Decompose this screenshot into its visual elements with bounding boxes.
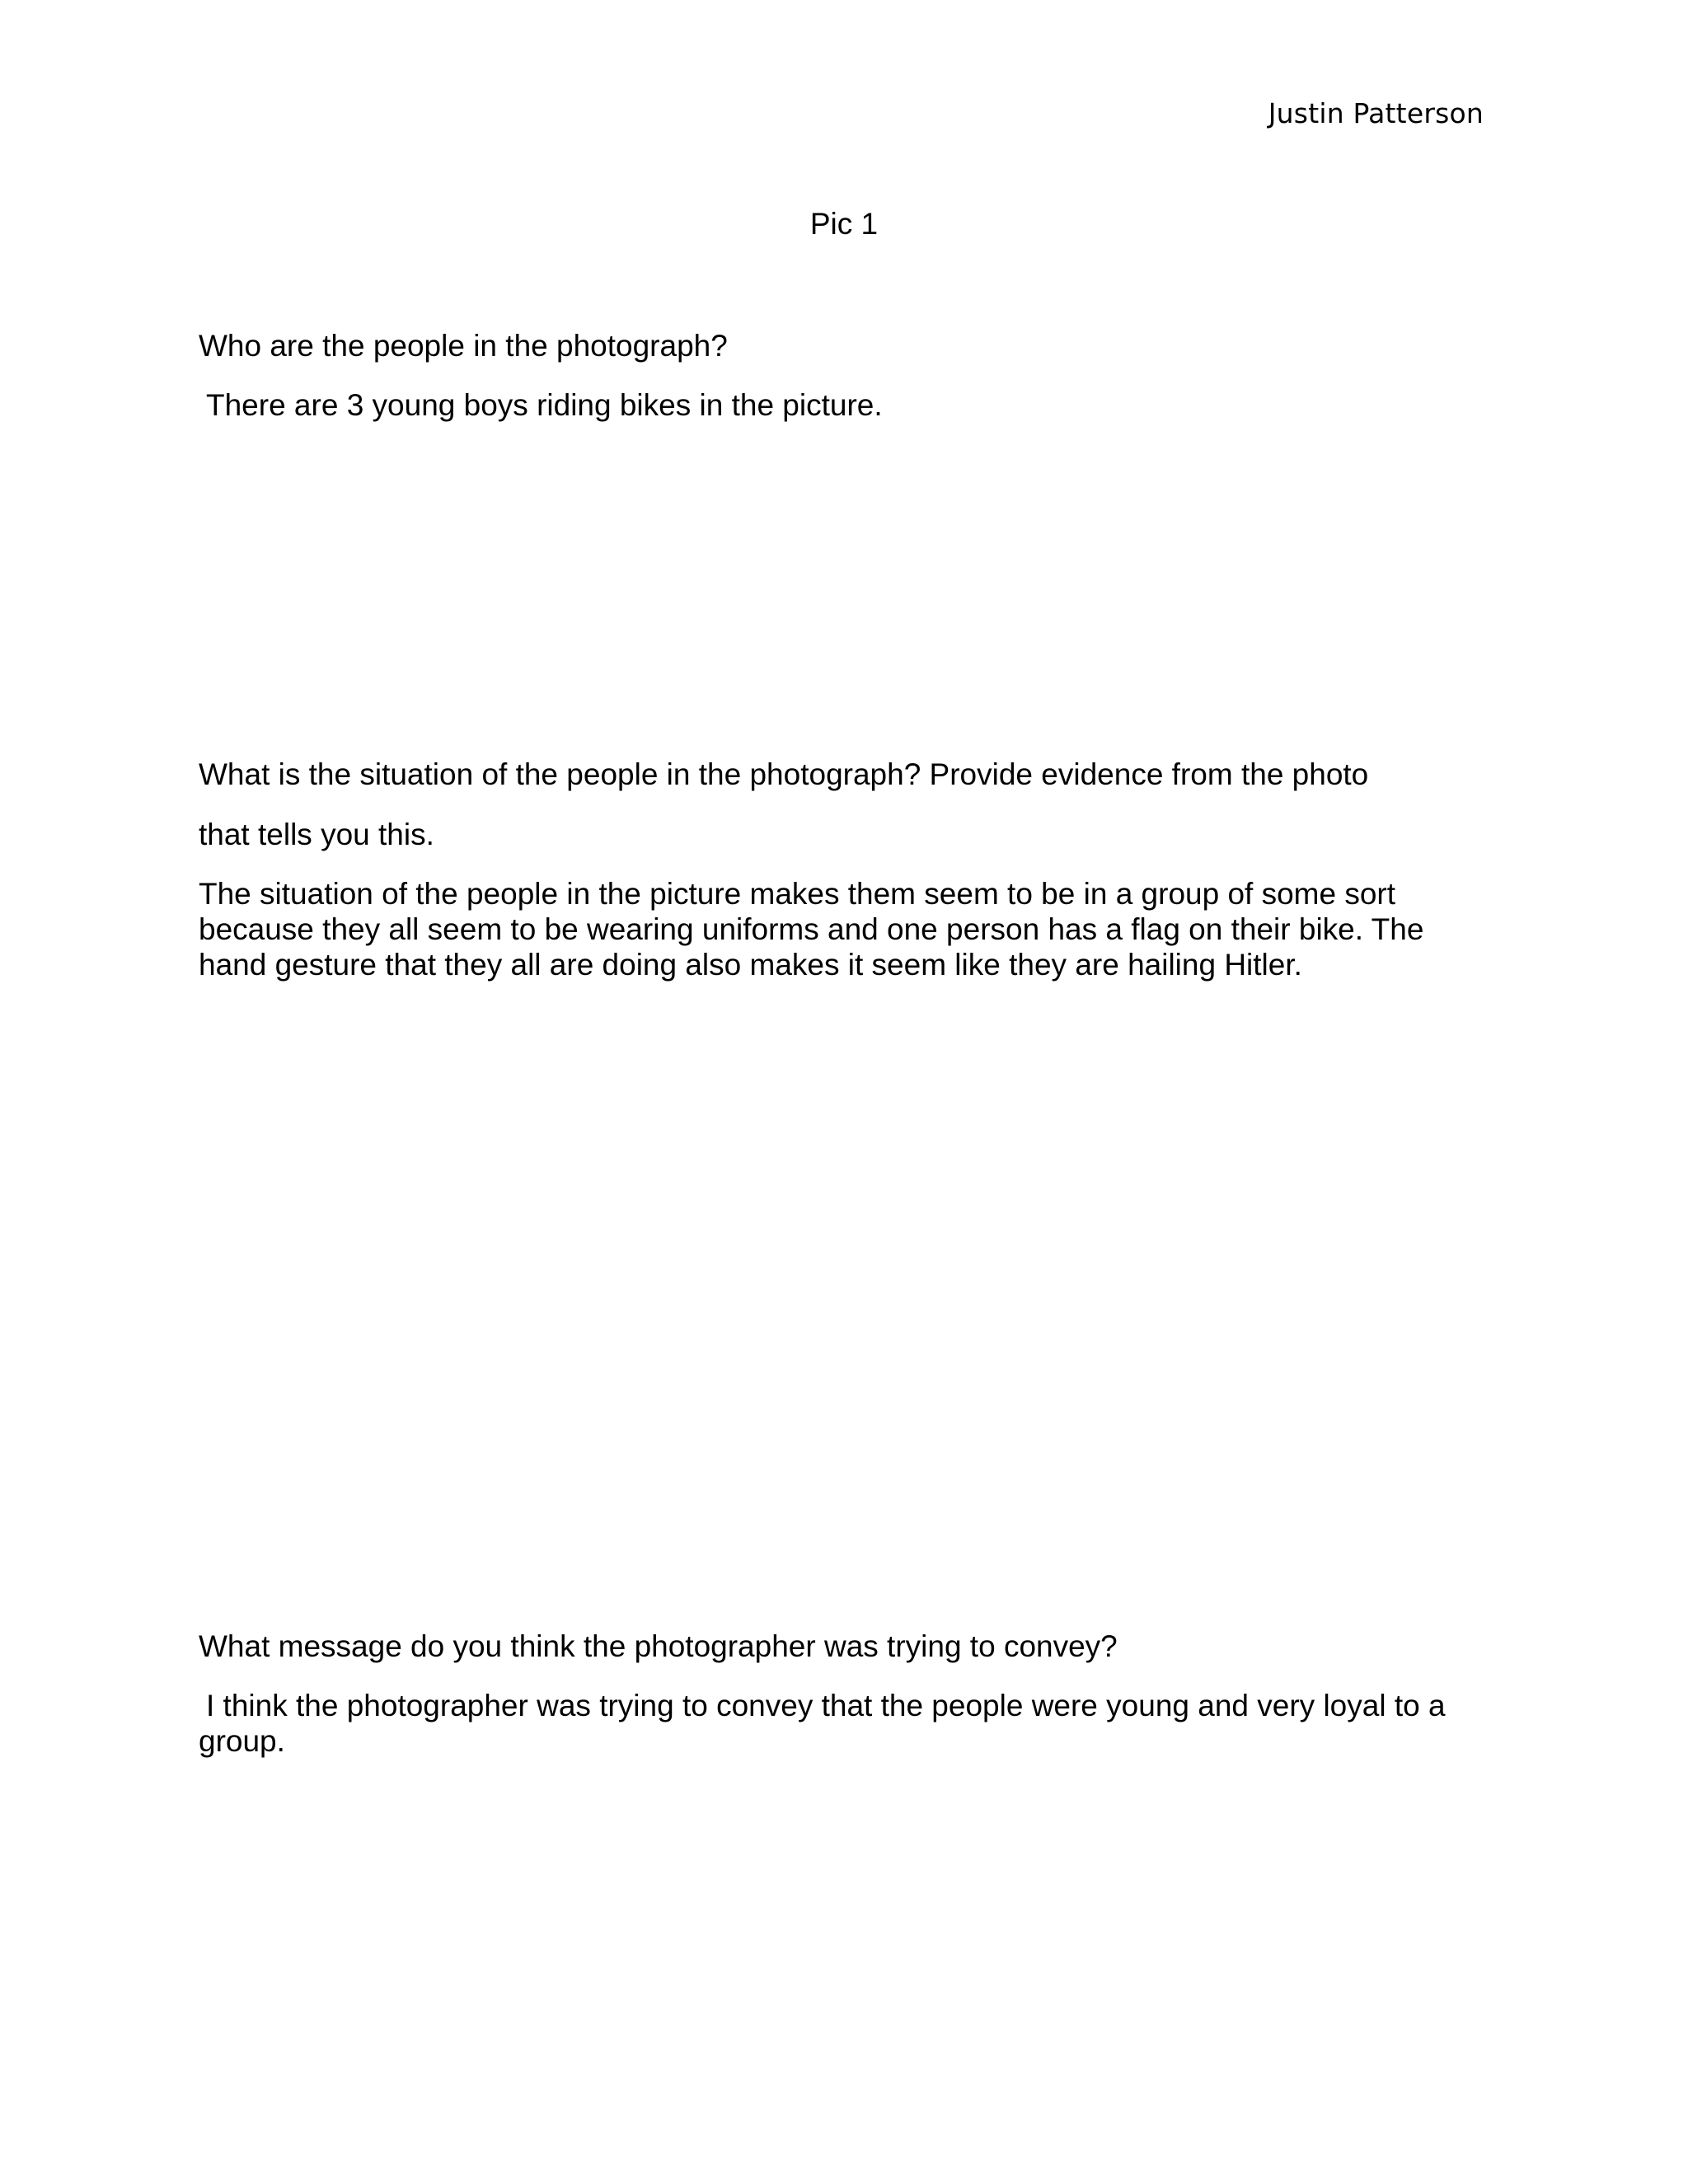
answer-2-line-3: hand gesture that they all are doing also makes it seem like they are hailing Hitler. bbox=[199, 948, 1302, 982]
answer-2-line-2: because they all seem to be wearing uniforms and one person has a flag on their bike. The bbox=[199, 912, 1424, 946]
page-title bbox=[0, 206, 1688, 242]
question-3: What message do you think the photographer was trying to convey? bbox=[199, 1629, 1118, 1663]
answer-3-line-1: I think the photographer was trying to convey that the people were young and very loyal to a bbox=[206, 1689, 1446, 1722]
question-2-line-2: that tells you this. bbox=[199, 818, 434, 851]
question-1: Who are the people in the photograph? bbox=[199, 329, 728, 363]
answer-3 bbox=[199, 1688, 1484, 1759]
answer-1: There are 3 young boys riding bikes in the picture. bbox=[206, 388, 883, 422]
question-2-line-1: What is the situation of the people in the photograph? Provide evidence from the photo bbox=[199, 757, 1369, 791]
answer-2-line-1: The situation of the people in the picture makes them seem to be in a group of some sort bbox=[199, 877, 1396, 911]
answer-2 bbox=[199, 876, 1484, 982]
answer-3-line-2: group. bbox=[199, 1724, 285, 1758]
title-text: Pic 1 bbox=[809, 207, 879, 241]
author-name: Justin Patterson bbox=[1268, 97, 1484, 129]
